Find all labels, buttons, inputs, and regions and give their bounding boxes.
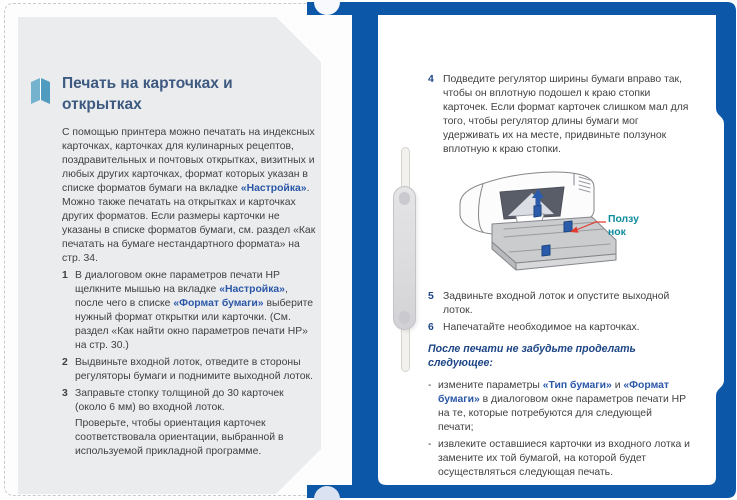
step-number: 1 bbox=[62, 270, 68, 281]
fastener-slot-top bbox=[399, 192, 410, 205]
slider-callout-label: Ползу нок bbox=[608, 214, 639, 238]
step-3-note: Проверьте, чтобы ориентация карточек соответствовала ориентации, выбранной в используемой прикладной программе. bbox=[75, 418, 284, 457]
fastener-slot-bottom bbox=[399, 311, 410, 324]
bullet-text: извлеките оставшиеся карточки из входного лотка и замените их той бумагой, на которой будет осуществляться следующая печать. bbox=[438, 439, 690, 478]
step-text: Выдвиньте входной лоток, отведите в стороны регуляторы бумаги и поднимите выходной лоток. bbox=[75, 357, 313, 382]
right-page-content bbox=[428, 73, 690, 480]
step-text: Напечатайте необходимое на карточках. bbox=[443, 322, 640, 333]
after-print-bullet-1 bbox=[428, 379, 690, 435]
step-number: 4 bbox=[428, 74, 434, 85]
right-step-5 bbox=[428, 290, 690, 318]
printer-figure bbox=[446, 166, 666, 282]
step-number: 5 bbox=[428, 291, 434, 302]
bullet-marker: - bbox=[428, 380, 432, 391]
step-number: 6 bbox=[428, 322, 434, 333]
step-text: Задвиньте входной лоток и опустите выходной лоток. bbox=[443, 291, 670, 316]
step-number: 3 bbox=[62, 388, 68, 399]
step-text: Заправьте стопку толщиной до 30 карточек (около 6 мм) во входной лоток. bbox=[75, 388, 284, 413]
intro-paragraph: С помощью принтера можно печатать на индексных карточках, карточках для кулинарных рецептов, поздравительных и почтовых открытках, визитных и любых других карточках, формат которых указан в списке форматов бумаги на вкладке «Настройка». Можно также печатать на открытках и карточках других форматов. Если размеры карточки не указаны в списке форматов бумаги, см. раздел «Как печатать на бумаге нестандартного формата» на стр. 34. bbox=[62, 127, 316, 264]
right-step-4 bbox=[428, 73, 690, 157]
step-number: 2 bbox=[62, 357, 68, 368]
after-print-bullet-2 bbox=[428, 438, 690, 480]
step-text: В диалоговом окне параметров печати HP щелкните мышью на вкладке «Настройка», после чего в списке «Формат бумаги» выберите нужный формат открытки или карточки. (См. раздел «Как найти окно параметров печати HP» на стр. 30.) bbox=[75, 270, 314, 351]
step-text: Подведите регулятор ширины бумаги вправо так, чтобы он вплотную подошел к краю стопки карточек. Если формат карточек слишком мал для того, чтобы регулятор длины бумаги мог удерживать их на месте, придвиньте ползунок вплотную к краю стопки. bbox=[443, 74, 689, 155]
bullet-text: измените параметры «Тип бумаги» и «Формат бумаги» в диалоговом окне параметров печати HP на те, которые потребуются для следующей печати; bbox=[438, 380, 686, 433]
bullet-marker: - bbox=[428, 439, 432, 450]
right-step-6 bbox=[428, 321, 690, 335]
after-print-heading: После печати не забудьте проделать следующее: bbox=[428, 343, 636, 369]
fastener-body bbox=[393, 186, 416, 330]
page-title: Печать на карточках и открытках bbox=[62, 75, 233, 113]
